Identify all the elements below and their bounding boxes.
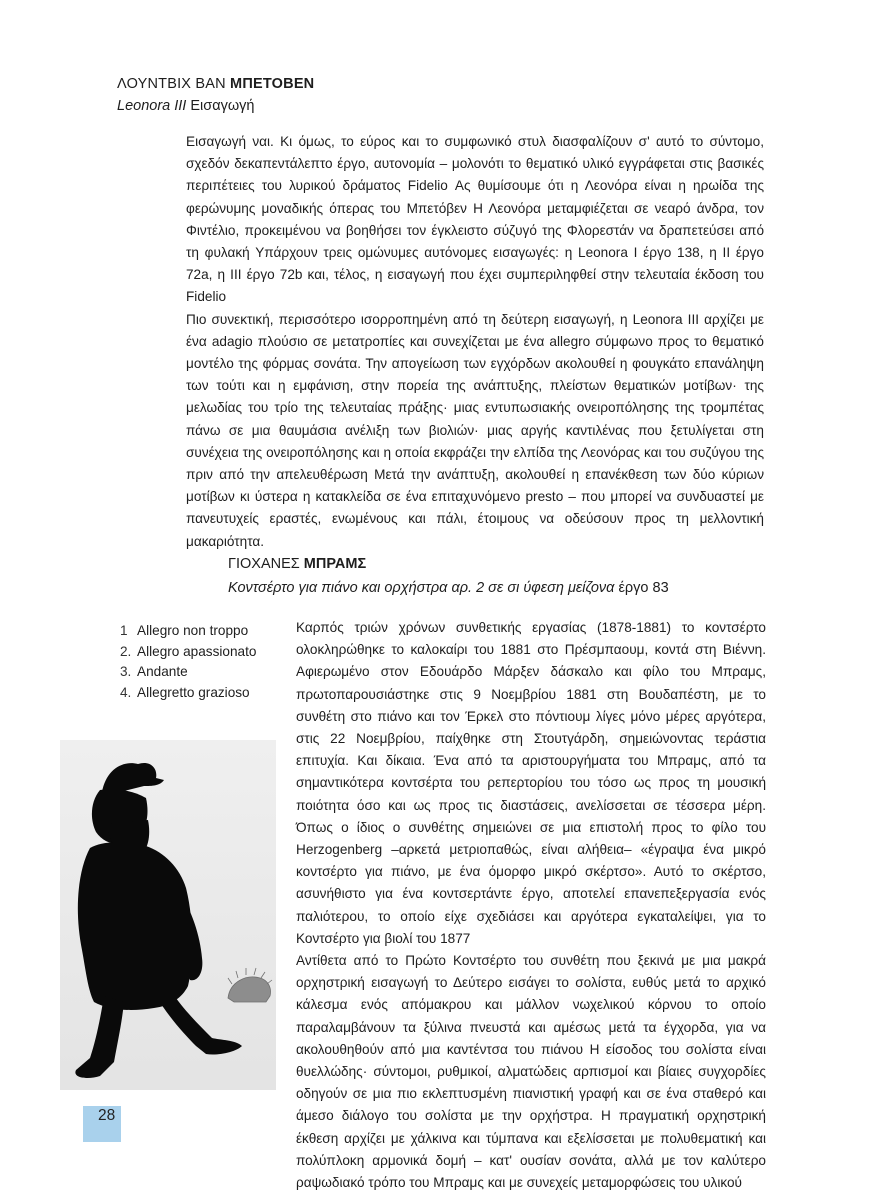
movement-name: Andante [137, 664, 188, 679]
section1-heading [117, 74, 314, 94]
movements-list [120, 621, 256, 703]
list-item [120, 662, 256, 683]
composer-last-name: ΜΠΡΑΜΣ [303, 556, 367, 572]
movement-name: Allegro non troppo [137, 623, 249, 638]
work-title: Leonora III [117, 98, 187, 114]
brahms-silhouette-illustration [60, 740, 276, 1090]
work-title: Κοντσέρτο για πιάνο και ορχήστρα αρ. 2 σε σι ύφεση μείζονα [228, 580, 615, 596]
section1-work-title [117, 96, 254, 116]
list-item [120, 642, 256, 663]
section2-heading [228, 554, 366, 574]
paragraph: Εισαγωγή ναι. Κι όμως, το εύρος και το συμφωνικό στυλ διασφαλίζουν σ' αυτό το σύντομο, σχεδόν δεκαπεντάλεπτο έργο, αυτονομία – μολονότι το θεματικό υλικό εγγράφεται στις βασικές περιπέτειες του λυρικού δράματος Fidelio Ας θυμίσουμε ότι η Λεονόρα είναι η ηρωίδα της φερώνυμης μοναδικής όπερας του Μπετόβεν Η Λεονόρα μεταμφιέζεται σε νεαρό άνδρα, τον Φιντέλιο, προκειμένου να βοηθήσει τον έγκλειστο σύζυγό της Φλορεστάν να δραπετεύσει από τη φυλακή Υπάρχουν τρεις ομώνυμες αυτόνομες εισαγωγές: η Leonora I έργο 138, η II έργο 72a, η III έργο 72b και, τέλος, η εισαγωγή που έχει συμπεριληφθεί στην τελευταία έκδοση του Fidelio [186, 134, 764, 305]
composer-first-name: ΓΙΟΧΑΝΕΣ [228, 556, 300, 572]
paragraph: Αντίθετα από το Πρώτο Κοντσέρτο του συνθέτη που ξεκινά με μια μακρά ορχηστρική εισαγωγή το Δεύτερο εισάγει το σολίστα, ευθύς μετά το αρχικό κάλεσμα ενός απόμακρου και μάλλον νωχελικού κόρνου το οποίο παραλαμβάνουν τα ξύλινα πνευστά και αμέσως μετά τα έγχορδα, για να ακολουθηθούν από μια καντέντσα του πιάνου Η είσοδος του σολίστα είναι θυελλώδης· σύντομοι, ρυθμικοί, αλματώδεις αρπισμοί και βίαιες συγχορδίες οδηγούν σε μια πιο εκλεπτυσμένη πιανιστική γραφή και σε ένα σταθερό και άμεσο διάλογο του σολίστα με την ορχήστρα. Η πραγματική ορχηστρική έκθεση αρχίζει με χάλκινα και τύμπανα και εξελίσσεται με πολυθεματική και πολύπλοκη αρμονικά δομή – κατ' ουσίαν σονάτα, αλλά με τον καλύτερο ραψωδιακό τρόπο του Μπραμς και με συνεχείς μεταμορφώσεις του υλικού [296, 953, 766, 1191]
section2-body [296, 617, 766, 1194]
paragraph: Καρπός τριών χρόνων συνθετικής εργασίας (1878-1881) το κοντσέρτο ολοκληρώθηκε το καλοκαίρι του 1881 στο Πρέσμπαουμ, κοντά στη Βιέννη. Αφιερωμένο στον Εδουάρδο Μάρξεν δάσκαλο και φίλο του Μπραμς, πρωτοπαρουσιάστηκε στις 9 Νοεμβρίου 1881 στη Βουδαπέστη, με το συνθέτη στο πιάνο και τον Έρκελ στο πόντιουμ λίγες μόνο μέρες αργότερα, στις 22 Νοεμβρίου, παίχθηκε στη Στουτγάρδη, σημειώνοντας τεράστια επιτυχία. Και δίκαια. Ένα από τα αριστουργήματα του Μπραμς, από τα σημαντικότερα κοντσέρτα του ρεπερτορίου του τόσο ως προς τη μουσική ποιότητα όσο και ως προς τις διαστάσεις, ανελίσσεται σε τέσσερα μέρη. Όπως ο ίδιος ο συνθέτης σημειώνει σε μια επιστολή προς το φίλο του Herzogenberg –αρκετά μετριοπαθώς, είναι αλήθεια– «έγραψα ένα μικρό κοντσέρτο για πιάνο, με ένα όμορφο μικρό σκέρτσο». Αυτό το σκέρτσο, ασυνήθιστο για ένα κοντσερτάντε έργο, αποτελεί επανεπεξεργασία ενός παλιότερου, το οποίο είχε σχεδιάσει και αργότερα εγκαταλείψει, για το Κοντσέρτο για βιολί του 1877 [296, 620, 766, 946]
paragraph: Πιο συνεκτική, περισσότερο ισορροπημένη από τη δεύτερη εισαγωγή, η Leonora III αρχίζει με ένα adagio πλούσιο σε μετατροπίες και συνεχίζεται με ένα allegro σύμφωνο προς το θεματικό μοντέλο της φόρμας σονάτα. Την απογείωση των εγχόρδων ακολουθεί η φουγκάτο επανάληψη των τούτι και η εμφάνιση, στην πορεία της ανάπτυξης, πλείστων θεματικών μοτίβων· της μελωδίας του τρίο της τελευταίας πράξης· μιας εντυπωσιακής ονειροπόλησης της τρομπέτας πάνω σε μια θαυμάσια ανέλιξη των βιολιών· μιας αργής καντιλένας που ξετυλίγεται στη συνέχεια της ονειροπόλησης και η οποία εκφράζει την ελπίδα της Λεονόρας και του συζύγου της πριν από την απελευθέρωση Μετά την ανάπτυξη, ακολουθεί η επανέκθεση των δύο κύριων μοτίβων κι ύστερα η κατακλείδα σε ένα επιταχυνόμενο presto – που μπορεί να συνδυαστεί με πανευτυχείς εραστές, ενωμένους και πάλι, έτοιμους να οδεύσουν προς τη μελλοντική μακαριότητα. [186, 311, 764, 549]
movement-name: Allegretto grazioso [137, 684, 250, 700]
movement-name: Allegro apassionato [137, 643, 257, 659]
section1-body [186, 131, 764, 553]
movement-number: 1 [120, 623, 128, 638]
work-opus: έργο 83 [618, 580, 669, 596]
movement-number: 2. [120, 643, 132, 659]
list-item [120, 683, 256, 704]
list-item [120, 621, 256, 642]
work-subtitle: Εισαγωγή [190, 98, 255, 114]
movement-number: 3. [120, 664, 132, 679]
composer-last-name: ΜΠΕΤΟΒΕΝ [230, 76, 315, 92]
page-number: 28 [98, 1107, 116, 1124]
composer-first-name: ΛΟΥΝΤΒΙΧ ΒΑΝ [117, 76, 226, 92]
section2-work-title [228, 578, 669, 598]
movement-number: 4. [120, 684, 132, 700]
